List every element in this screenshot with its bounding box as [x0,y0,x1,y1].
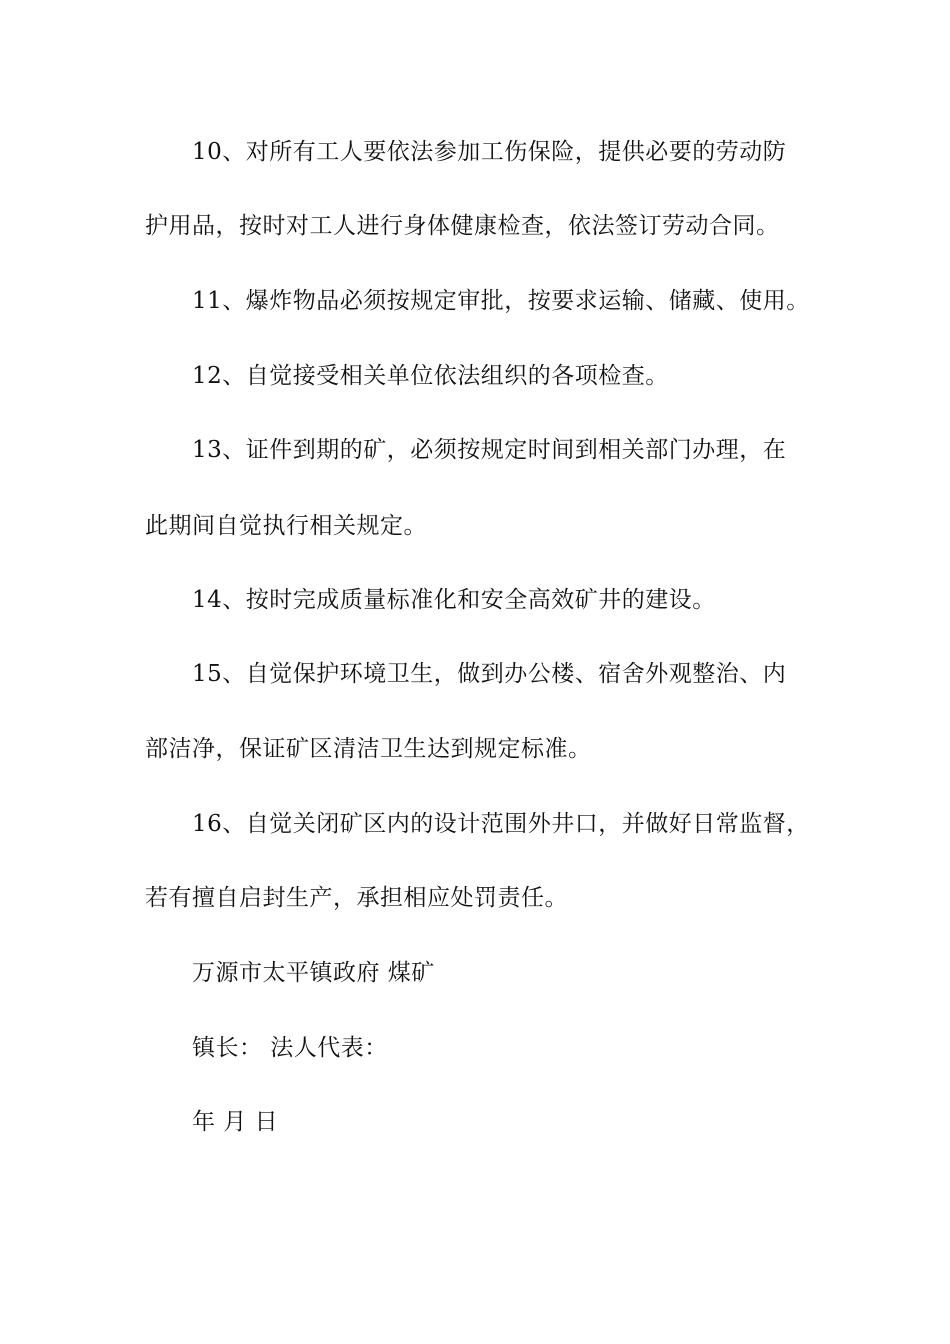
signature-date: 年 月 日 [192,1109,279,1135]
item-13-line-1: 13、证件到期的矿，必须按规定时间到相关部门办理，在 [192,437,787,463]
item-10-line-1: 10、对所有工人要依法参加工伤保险，提供必要的劳动防 [192,139,787,165]
item-15-line-2: 部洁净，保证矿区清洁卫生达到规定标准。 [145,736,592,762]
item-16-line-1: 16、自觉关闭矿区内的设计范围外井口，并做好日常监督， [192,811,810,837]
signature-parties: 万源市太平镇政府 煤矿 [192,960,435,986]
item-12-line-1: 12、自觉接受相关单位依法组织的各项检查。 [192,363,669,389]
item-11-line-1: 11、爆炸物品必须按规定审批，按要求运输、储藏、使用。 [192,288,810,314]
item-13-line-2: 此期间自觉执行相关规定。 [145,513,427,539]
signature-signers: 镇长： 法人代表： [192,1035,388,1061]
item-14-line-1: 14、按时完成质量标准化和安全高效矿井的建设。 [192,587,716,613]
item-16-line-2: 若有擅自启封生产，承担相应处罚责任。 [145,885,568,911]
item-10-line-2: 护用品，按时对工人进行身体健康检查，依法签订劳动合同。 [145,213,780,239]
item-15-line-1: 15、自觉保护环境卫生，做到办公楼、宿舍外观整治、内 [192,661,787,687]
